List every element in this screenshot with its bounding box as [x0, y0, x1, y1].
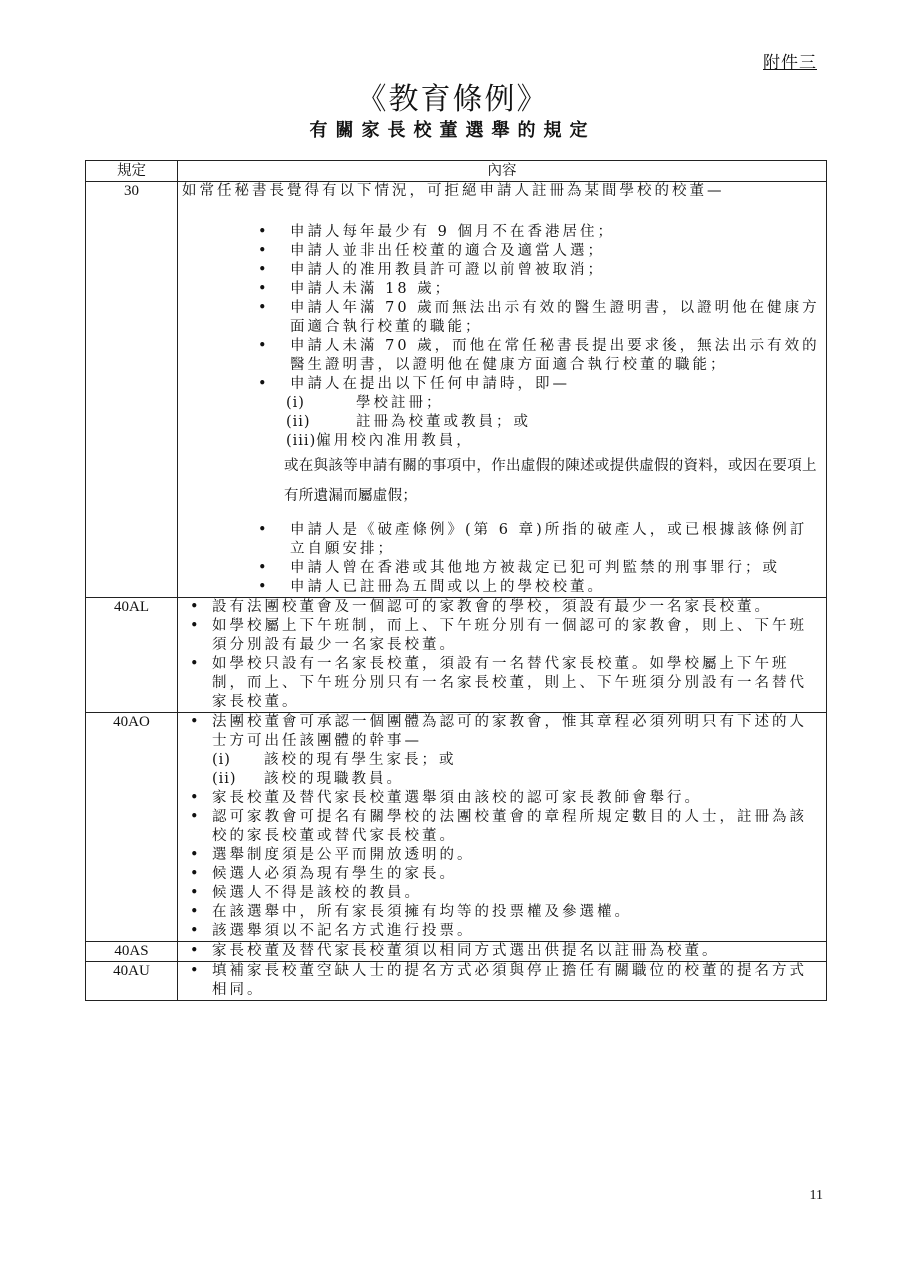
table-header-row [86, 161, 827, 182]
table-row [86, 598, 827, 713]
bullet-list [182, 223, 822, 394]
page-subtitle: 有關家長校董選舉的規定 [309, 120, 596, 141]
tail-paragraph: 或在與該等申請有關的事項中，作出虛假的陳述或提供虛假的資料，或因在要項上有所遺漏而屬虛假； [284, 458, 817, 504]
list-item: • 該選舉須以不記名方式進行投票。 [182, 922, 822, 941]
list-item: • 填補家長校董空缺人士的提名方式必須與停止擔任有關職位的校董的提名方式相同。 [182, 962, 822, 1000]
rule-content [178, 182, 827, 598]
list-item: • 如學校屬上下午班制，而上、下午班分別有一個認可的家教會，則上、下午班須分別設有最少一名家長校董。 [182, 617, 822, 655]
list-item: • 申請人並非出任校董的適合及適當人選； [182, 242, 822, 261]
sub-item-text: 學校註冊； [356, 395, 444, 411]
bullet-list [182, 521, 822, 597]
sub-item [182, 770, 822, 789]
rule-content [178, 962, 827, 1001]
rule-code: 40AO [86, 713, 178, 942]
list-item: • 申請人在提出以下任何申請時，即— [182, 375, 822, 394]
list-item: • 候選人不得是該校的教員。 [182, 884, 822, 903]
sub-item-text: 註冊為校董或教員；或 [356, 414, 531, 430]
list-item: • 設有法團校董會及一個認可的家教會的學校，須設有最少一名家長校董。 [182, 598, 822, 617]
page-title: 《教育條例》 [356, 82, 549, 117]
sub-item-text: 該校的現職教員。 [264, 771, 404, 787]
sub-item-text: 僱用校內准用教員， [316, 433, 474, 449]
sub-item-label: (i) [212, 752, 231, 768]
sub-item-label: (ii) [212, 771, 237, 787]
rule-content [178, 942, 827, 962]
list-item: • 認可家教會可提名有關學校的法團校董會的章程所規定數目的人士，註冊為該校的家長校董或替代家長校董。 [182, 808, 822, 846]
rule-code: 40AU [86, 962, 178, 1001]
rule-content [178, 713, 827, 942]
rule-content [178, 598, 827, 713]
sub-item [182, 432, 822, 451]
list-item: • 申請人年滿 70 歲而無法出示有效的醫生證明書，以證明他在健康方面適合執行校董的職能； [182, 299, 822, 337]
list-item: • 在該選舉中，所有家長須擁有均等的投票權及參選權。 [182, 903, 822, 922]
list-item: • 申請人未滿 70 歲，而他在常任秘書長提出要求後，無法出示有效的醫生證明書，以證明他在健康方面適合執行校董的職能； [182, 337, 822, 375]
list-item: • 申請人是《破產條例》(第 6 章)所指的破產人，或已根據該條例訂立自願安排； [182, 521, 822, 559]
sub-item-text: 該校的現有學生家長；或 [264, 752, 457, 768]
rule-code: 40AL [86, 598, 178, 713]
annex-label: 附件三 [763, 53, 817, 73]
list-item: • 申請人已註冊為五間或以上的學校校董。 [182, 578, 822, 597]
list-item: • 如學校只設有一名家長校董，須設有一名替代家長校董。如學校屬上下午班制，而上、下午班分別只有一名家長校董，則上、下午班須分別設有一名替代家長校董。 [182, 655, 822, 712]
rule-code: 30 [86, 182, 178, 598]
list-item: • 申請人曾在香港或其他地方被裁定已犯可判監禁的刑事罪行；或 [182, 559, 822, 578]
bullet-list [182, 598, 822, 712]
bullet-list [182, 942, 822, 961]
bullet-list [182, 789, 822, 941]
sub-item-label: (iii) [286, 433, 317, 449]
rule-code: 40AS [86, 942, 178, 962]
list-item: • 申請人每年最少有 9 個月不在香港居住； [182, 223, 822, 242]
table-row [86, 962, 827, 1001]
page-number: 11 [809, 1188, 823, 1203]
list-item: • 家長校董及替代家長校董選舉須由該校的認可家長教師會舉行。 [182, 789, 822, 808]
list-item: • 候選人必須為現有學生的家長。 [182, 865, 822, 884]
bullet-list [182, 962, 822, 1000]
rule-intro: 如常任秘書長覺得有以下情況，可拒絕申請人註冊為某間學校的校董— [182, 183, 725, 199]
table-row [86, 182, 827, 598]
rules-table [85, 160, 827, 1001]
sub-item [182, 394, 822, 413]
header-content: 內容 [178, 161, 827, 182]
sub-item [182, 751, 822, 770]
list-item: • 申請人未滿 18 歲； [182, 280, 822, 299]
list-item: • 申請人的准用教員許可證以前曾被取消； [182, 261, 822, 280]
sub-item-label: (i) [286, 395, 305, 411]
bullet-list [182, 713, 822, 751]
list-item: • 選舉制度須是公平而開放透明的。 [182, 846, 822, 865]
sub-item-label: (ii) [286, 414, 311, 430]
list-item: • 法團校董會可承認一個團體為認可的家教會，惟其章程必須列明只有下述的人士方可出任該團體的幹事— [182, 713, 822, 751]
list-item: • 家長校董及替代家長校董須以相同方式選出供提名以註冊為校董。 [182, 942, 822, 961]
table-row [86, 942, 827, 962]
table-row [86, 713, 827, 942]
header-rule: 規定 [86, 161, 178, 182]
sub-item [182, 413, 822, 432]
